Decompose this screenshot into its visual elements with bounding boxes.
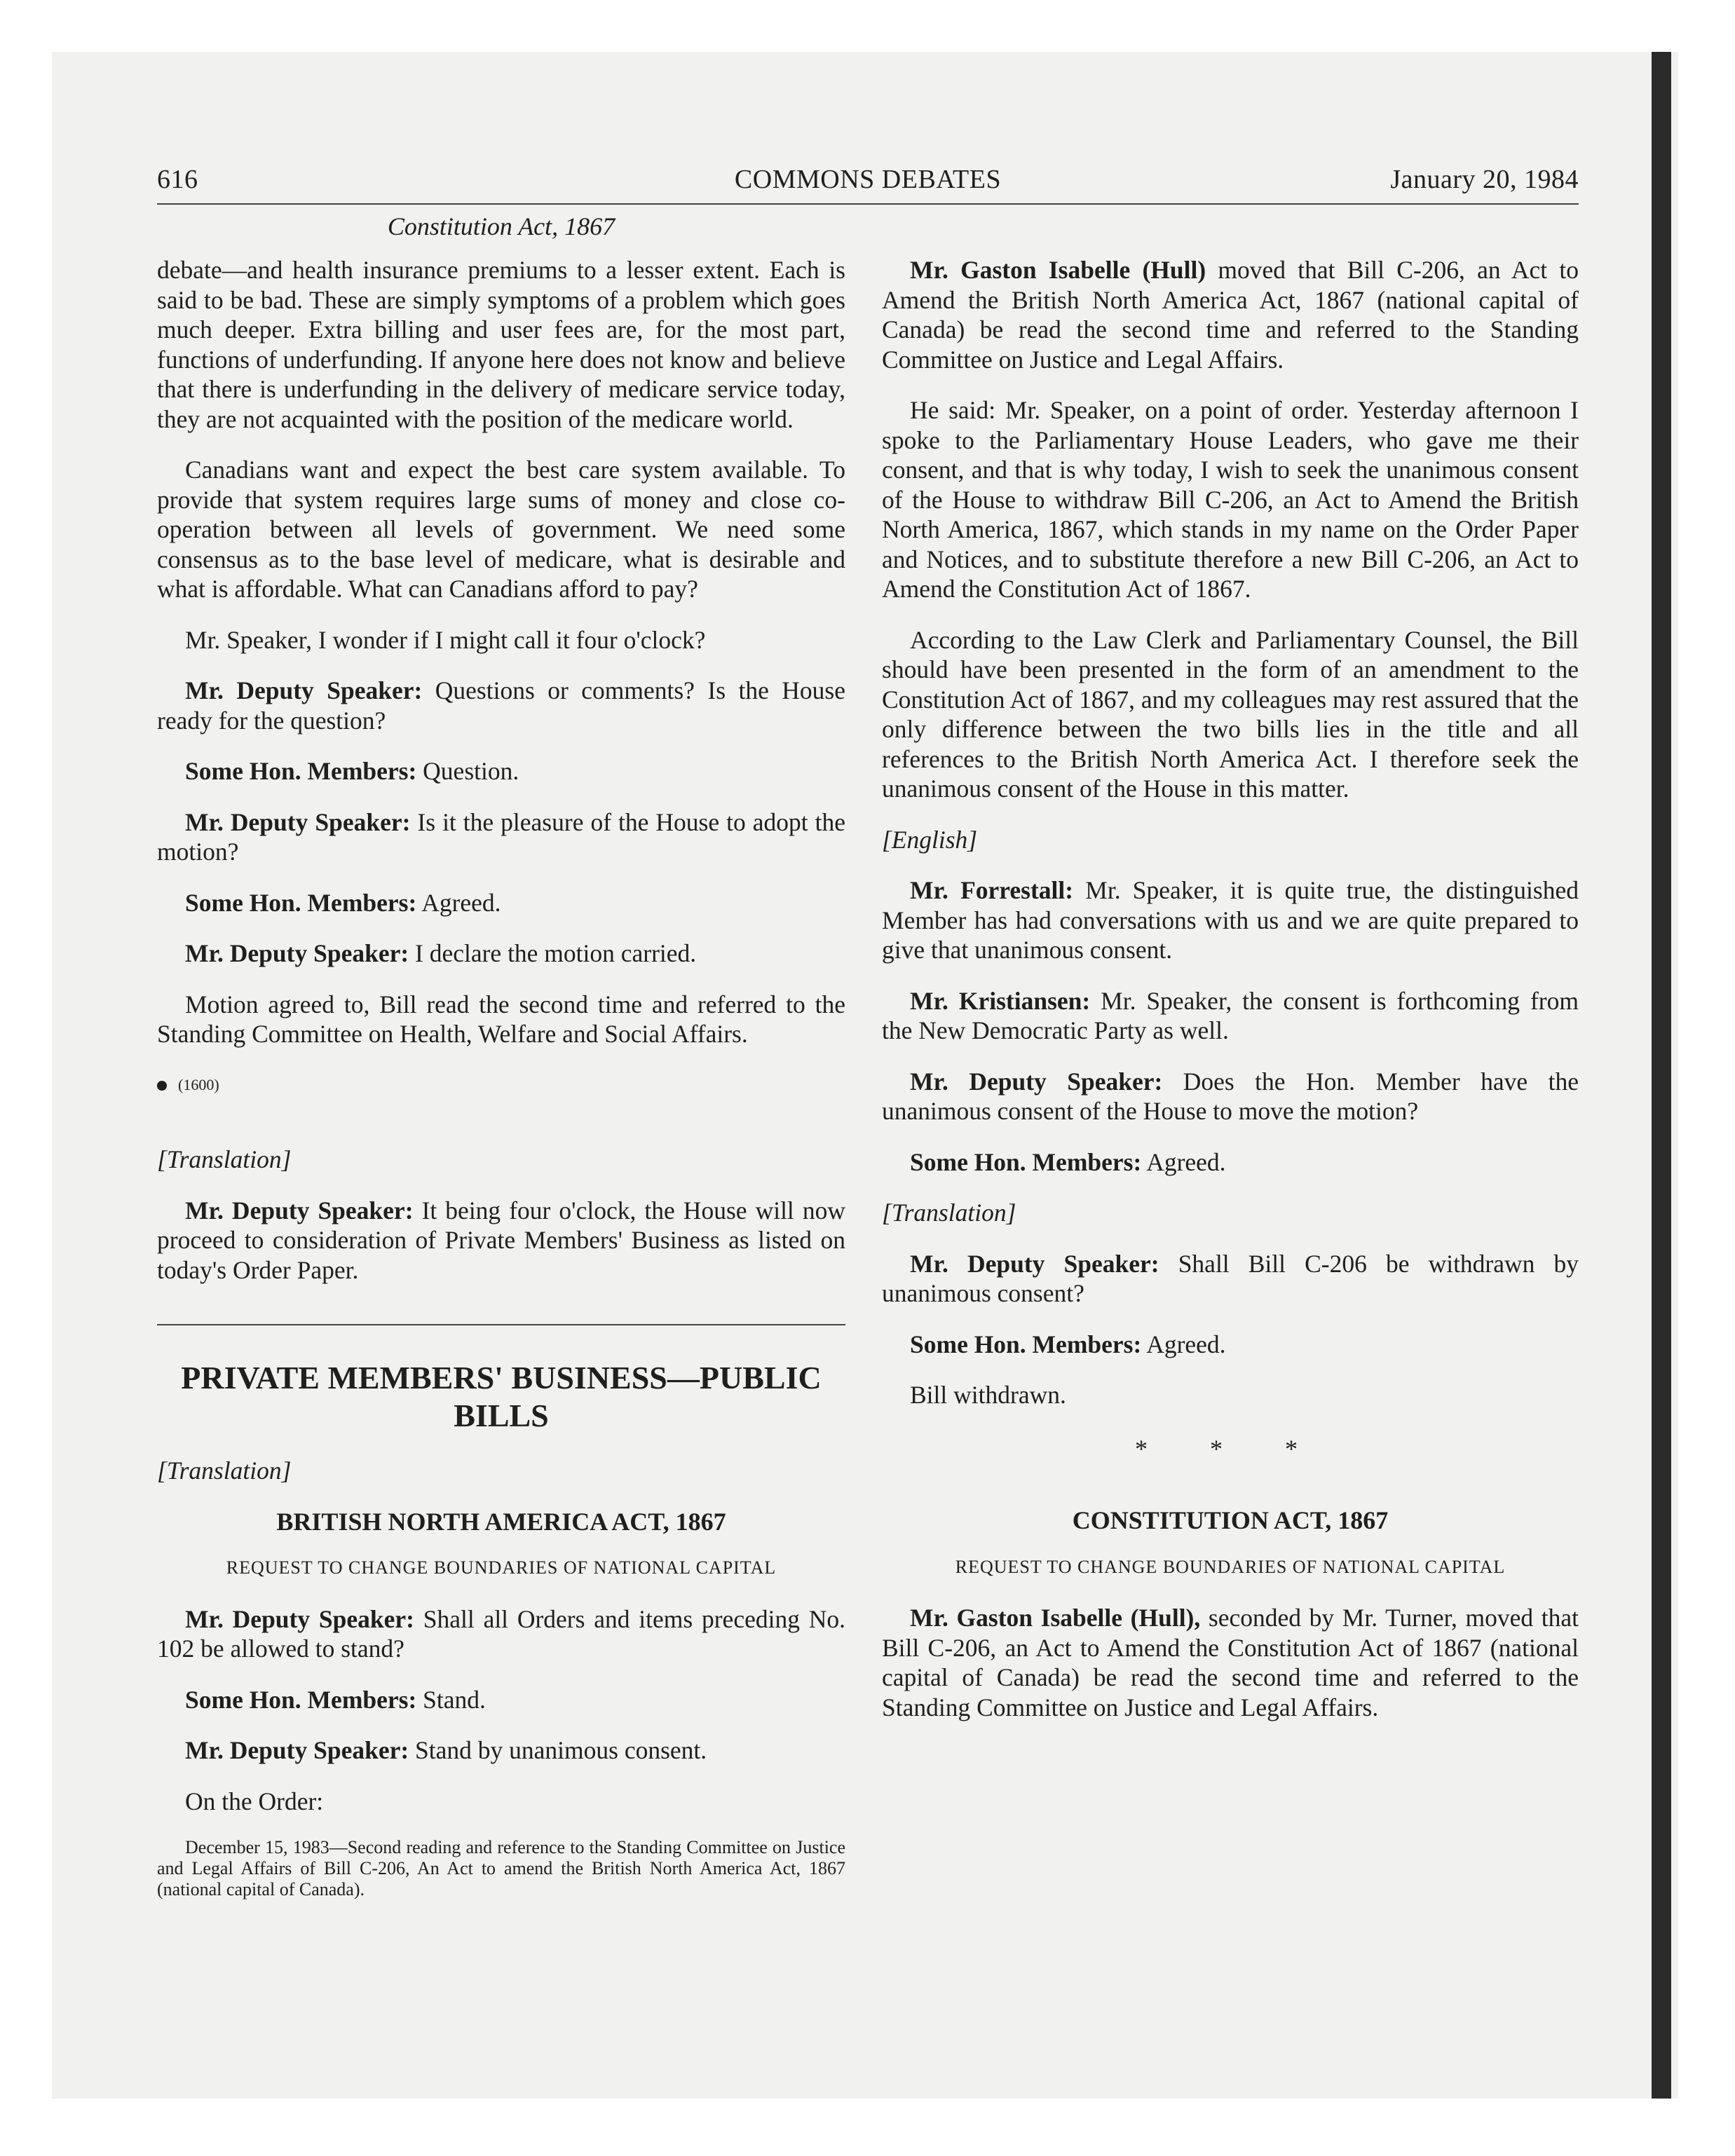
running-head: Constitution Act, 1867 bbox=[387, 212, 615, 240]
speech bbox=[882, 986, 1579, 1046]
speech bbox=[882, 255, 1579, 374]
scan-edge-bar bbox=[1652, 52, 1671, 2099]
right-column bbox=[882, 255, 1579, 1743]
speaker-name: Mr. Forrestall: bbox=[910, 876, 1074, 904]
order-paper-note: December 15, 1983—Second reading and reference to the Standing Committee on Justice and Legal Affairs of Bill C-206, An Act to amend the British North America Act, 1867 (national capital of Canada). bbox=[157, 1837, 845, 1899]
page-header bbox=[157, 164, 1579, 199]
paragraph: Motion agreed to, Bill read the second time and referred to the Standing Committee on Health, Welfare and Social Affairs. bbox=[157, 990, 845, 1048]
speech bbox=[882, 1249, 1579, 1309]
speech bbox=[882, 1067, 1579, 1126]
speaker-name: Mr. Deputy Speaker: bbox=[185, 1604, 414, 1633]
speech-text: Agreed. bbox=[1141, 1330, 1226, 1358]
publication-date: January 20, 1984 bbox=[1390, 165, 1579, 194]
speaker-name: Mr. Deputy Speaker: bbox=[185, 676, 423, 704]
subsection-subtitle: REQUEST TO CHANGE BOUNDARIES OF NATIONAL CAPITAL bbox=[955, 1556, 1506, 1577]
speech-text: Mr. Speaker, it is quite true, the distinguished Member has had conversations with us and we are quite prepared to give that unanimous consent. bbox=[882, 876, 1579, 964]
subsection-subtitle: REQUEST TO CHANGE BOUNDARIES OF NATIONAL CAPITAL bbox=[226, 1557, 777, 1578]
speech-text: Stand. bbox=[416, 1685, 486, 1714]
speech bbox=[157, 1196, 845, 1285]
language-note: [Translation] bbox=[882, 1199, 1016, 1227]
bullet-icon bbox=[157, 1081, 167, 1091]
language-note: [Translation] bbox=[157, 1456, 292, 1485]
speaker-name: Mr. Gaston Isabelle (Hull) bbox=[910, 256, 1206, 284]
time-marker: (1600) bbox=[157, 1070, 845, 1100]
page-number: 616 bbox=[157, 165, 198, 194]
speech bbox=[157, 1685, 845, 1715]
speech-text: Agreed. bbox=[416, 888, 501, 917]
speech-text: I declare the motion carried. bbox=[409, 939, 697, 967]
speech-text: Shall all Orders and items preceding No. 102 be allowed to stand? bbox=[157, 1604, 845, 1663]
speaker-name: Some Hon. Members: bbox=[185, 757, 417, 785]
publication-title: COMMONS DEBATES bbox=[734, 165, 1002, 194]
speech-text: Agreed. bbox=[1141, 1147, 1226, 1176]
speaker-name: Mr. Gaston Isabelle (Hull), bbox=[910, 1604, 1201, 1632]
language-note: [Translation] bbox=[157, 1145, 292, 1173]
speech-text: Is it the pleasure of the House to adopt the motion? bbox=[157, 807, 845, 866]
speech bbox=[157, 1604, 845, 1664]
language-note: [English] bbox=[882, 825, 978, 854]
paragraph: On the Order: bbox=[185, 1787, 324, 1815]
speaker-name: Some Hon. Members: bbox=[910, 1330, 1142, 1358]
speech bbox=[157, 676, 845, 735]
section-title: PRIVATE MEMBERS' BUSINESS—PUBLIC BILLS bbox=[181, 1360, 822, 1433]
speaker-name: Mr. Deputy Speaker: bbox=[185, 1736, 409, 1764]
paragraph: He said: Mr. Speaker, on a point of order. Yesterday afternoon I spoke to the Parliamentary House Leaders, who gave me their consent, and that is why today, I wish to seek the unanimous consent of the House to withdraw Bill C-206, an Act to Amend the British North America, 1867, which stands in my name on the Order Paper and Notices, and to substitute therefore a new Bill C-206, an Act to Amend the Constitution Act of 1867. bbox=[882, 396, 1579, 603]
speaker-name: Some Hon. Members: bbox=[185, 888, 417, 917]
speaker-name: Some Hon. Members: bbox=[185, 1685, 417, 1714]
speech-text: It being four o'clock, the House will now proceed to consideration of Private Members' Business as listed on today's Order Paper. bbox=[157, 1196, 845, 1284]
speaker-name: Mr. Deputy Speaker: bbox=[185, 807, 411, 836]
speaker-name: Mr. Deputy Speaker: bbox=[910, 1067, 1163, 1096]
speech-text: Does the Hon. Member have the unanimous consent of the House to move the motion? bbox=[882, 1067, 1579, 1125]
speech-text: Mr. Speaker, the consent is forthcoming from the New Democratic Party as well. bbox=[882, 986, 1579, 1044]
speech bbox=[157, 1735, 845, 1766]
speech bbox=[882, 1603, 1579, 1722]
speech bbox=[882, 1147, 1579, 1178]
paragraph: Canadians want and expect the best care system available. To provide that system requires large sums of money and close co-operation between all levels of government. We need some consensus as to the base level of medicare, what is desirable and what is affordable. What can Canadians afford to pay? bbox=[157, 456, 845, 603]
speech-text: Questions or comments? Is the House ready for the question? bbox=[157, 676, 845, 735]
subsection-title: CONSTITUTION ACT, 1867 bbox=[1072, 1506, 1389, 1534]
speaker-name: Mr. Deputy Speaker: bbox=[185, 1196, 414, 1224]
speaker-name: Mr. Kristiansen: bbox=[910, 986, 1091, 1015]
speech bbox=[882, 875, 1579, 965]
header-rule bbox=[157, 203, 1579, 205]
speech-text: Stand by unanimous consent. bbox=[409, 1736, 707, 1764]
speech bbox=[157, 807, 845, 867]
left-column bbox=[157, 255, 845, 1900]
subsection-title: BRITISH NORTH AMERICA ACT, 1867 bbox=[276, 1507, 726, 1536]
section-rule bbox=[157, 1324, 845, 1325]
speech-text: Question. bbox=[416, 757, 519, 785]
speaker-name: Mr. Deputy Speaker: bbox=[185, 939, 409, 967]
speaker-name: Some Hon. Members: bbox=[910, 1147, 1142, 1176]
speech-text: Shall Bill C-206 be withdrawn by unanimous consent? bbox=[882, 1249, 1579, 1307]
paragraph: Mr. Speaker, I wonder if I might call it four o'clock? bbox=[185, 625, 706, 654]
speech bbox=[157, 756, 845, 786]
speech-text: seconded by Mr. Turner, moved that Bill C-206, an Act to Amend the Constitution Act of 1867 (national capital of Canada) be read the second time and referred to the Standing Committee on Justice and Legal Affairs. bbox=[882, 1604, 1579, 1721]
speech bbox=[157, 888, 845, 918]
speech bbox=[882, 1330, 1579, 1360]
paragraph: Bill withdrawn. bbox=[910, 1381, 1066, 1409]
paragraph: According to the Law Clerk and Parliamentary Counsel, the Bill should have been presented in the form of an amendment to the Constitution Act of 1867, and my colleagues may rest assured that the only difference between the two bills lies in the title and all references to the British North America Act. I therefore seek the unanimous consent of the House in this matter. bbox=[882, 625, 1579, 803]
speech bbox=[157, 939, 845, 969]
section-separator-stars: * * * bbox=[1135, 1434, 1326, 1463]
speech-text: moved that Bill C-206, an Act to Amend the British North America Act, 1867 (national capital of Canada) be read the second time and referred to the Standing Committee on Justice and Legal Affairs. bbox=[882, 256, 1579, 374]
paragraph: debate—and health insurance premiums to a lesser extent. Each is said to be bad. These are simply symptoms of a problem which goes much deeper. Extra billing and user fees are, for the most part, functions of underfunding. If anyone here does not know and believe that there is underfunding in the delivery of medicare service today, they are not acquainted with the position of the medicare world. bbox=[157, 256, 845, 433]
speaker-name: Mr. Deputy Speaker: bbox=[910, 1249, 1159, 1278]
